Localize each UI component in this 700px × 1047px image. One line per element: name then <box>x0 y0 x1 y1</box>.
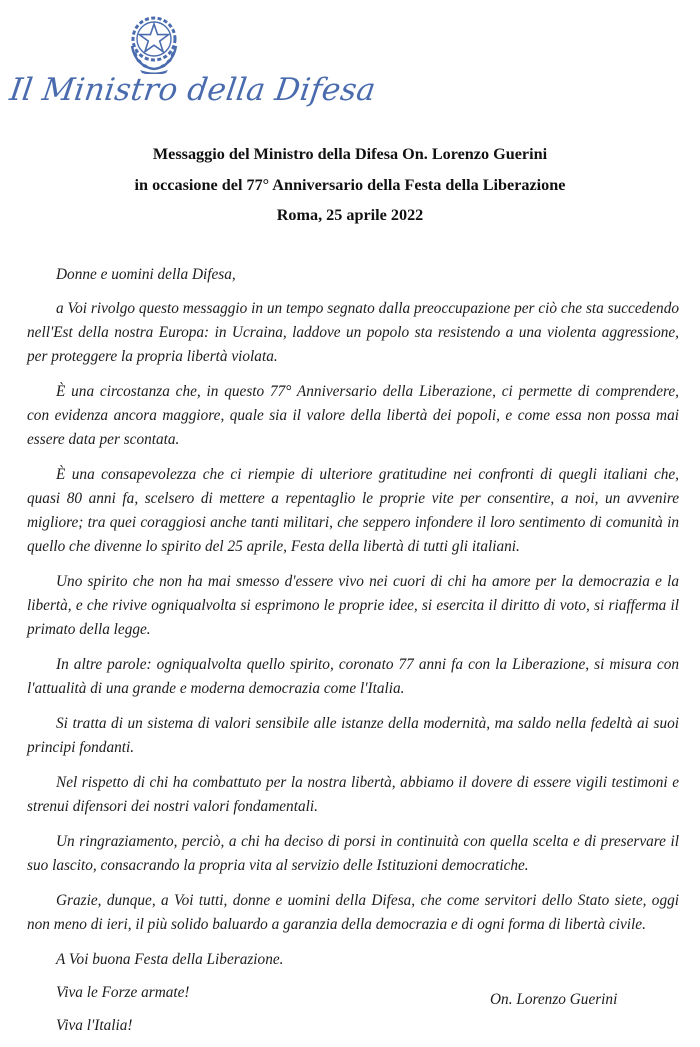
paragraph: In altre parole: ogniqualvolta quello spirito, coronato 77 anni fa con la Liberazione, si misura con l'attualità di una grande e moderna democrazia come l'Italia. <box>27 656 679 697</box>
letter-body <box>27 263 679 1047</box>
closing-line: Viva l'Italia! <box>56 1017 133 1034</box>
paragraph: Si tratta di un sistema di valori sensibile alle istanze della modernità, ma saldo nella fedeltà ai suoi principi fondanti. <box>27 715 679 756</box>
paragraph: Grazie, dunque, a Voi tutti, donne e uomini della Difesa, che come servitori dello Stato siete, oggi non meno di ieri, il più solido baluardo a garanzia della democrazia e di ogni forma di libertà civile. <box>27 892 679 933</box>
closing-line: A Voi buona Festa della Liberazione. <box>56 951 284 968</box>
paragraph: Nel rispetto di chi ha combattuto per la nostra libertà, abbiamo il dovere di essere vigili testimoni e strenui difensori dei nostri valori fondamentali. <box>27 774 679 815</box>
paragraph: È una circostanza che, in questo 77° Anniversario della Liberazione, ci permette di comprendere, con evidenza ancora maggiore, quale sia il valore della libertà dei popoli, e come essa non possa mai essere data per scontata. <box>27 383 679 448</box>
salutation: Donne e uomini della Difesa, <box>56 266 236 283</box>
signature-name: On. Lorenzo Guerini <box>490 991 618 1008</box>
minister-signature-letterhead: Il Ministro della Difesa <box>7 72 378 108</box>
paragraph: Un ringraziamento, perciò, a chi ha deciso di porsi in continuità con quella scelta e di preservare il suo lascito, consacrando la propria vita al servizio delle Istituzioni democratiche. <box>27 833 679 874</box>
closing-line: Viva le Forze armate! <box>56 984 190 1001</box>
paragraph: Uno spirito che non ha mai smesso d'essere vivo nei cuori di chi ha amore per la democrazia e la libertà, e che rivive ogniqualvolta si esprimono le proprie idee, si esercita il diritto di voto, si riafferma il primato della legge. <box>27 573 679 638</box>
paragraph: È una consapevolezza che ci riempie di ulteriore gratitudine nei confronti di quegli italiani che, quasi 80 anni fa, scelsero di mettere a repentaglio le proprie vite per consentire, a noi, un avvenire migliore; tra quei coraggiosi anche tanti militari, che seppero infondere il loro sentimento di comunità in quello che divenne lo spirito del 25 aprile, Festa della libertà di tutti gli italiani. <box>27 466 679 555</box>
place-date-line: Roma, 25 aprile 2022 <box>276 206 424 224</box>
italian-republic-emblem-icon <box>126 12 182 74</box>
title-line-1: Messaggio del Ministro della Difesa On. Lorenzo Guerini <box>152 145 548 163</box>
title-line-2: in occasione del 77° Anniversario della Festa della Liberazione <box>134 176 566 194</box>
paragraph: a Voi rivolgo questo messaggio in un tempo segnato dalla preoccupazione per ciò che sta succedendo nell'Est della nostra Europa: in Ucraina, laddove un popolo sta resistendo a una violenta aggressione, per proteggere la propria libertà violata. <box>27 300 679 365</box>
